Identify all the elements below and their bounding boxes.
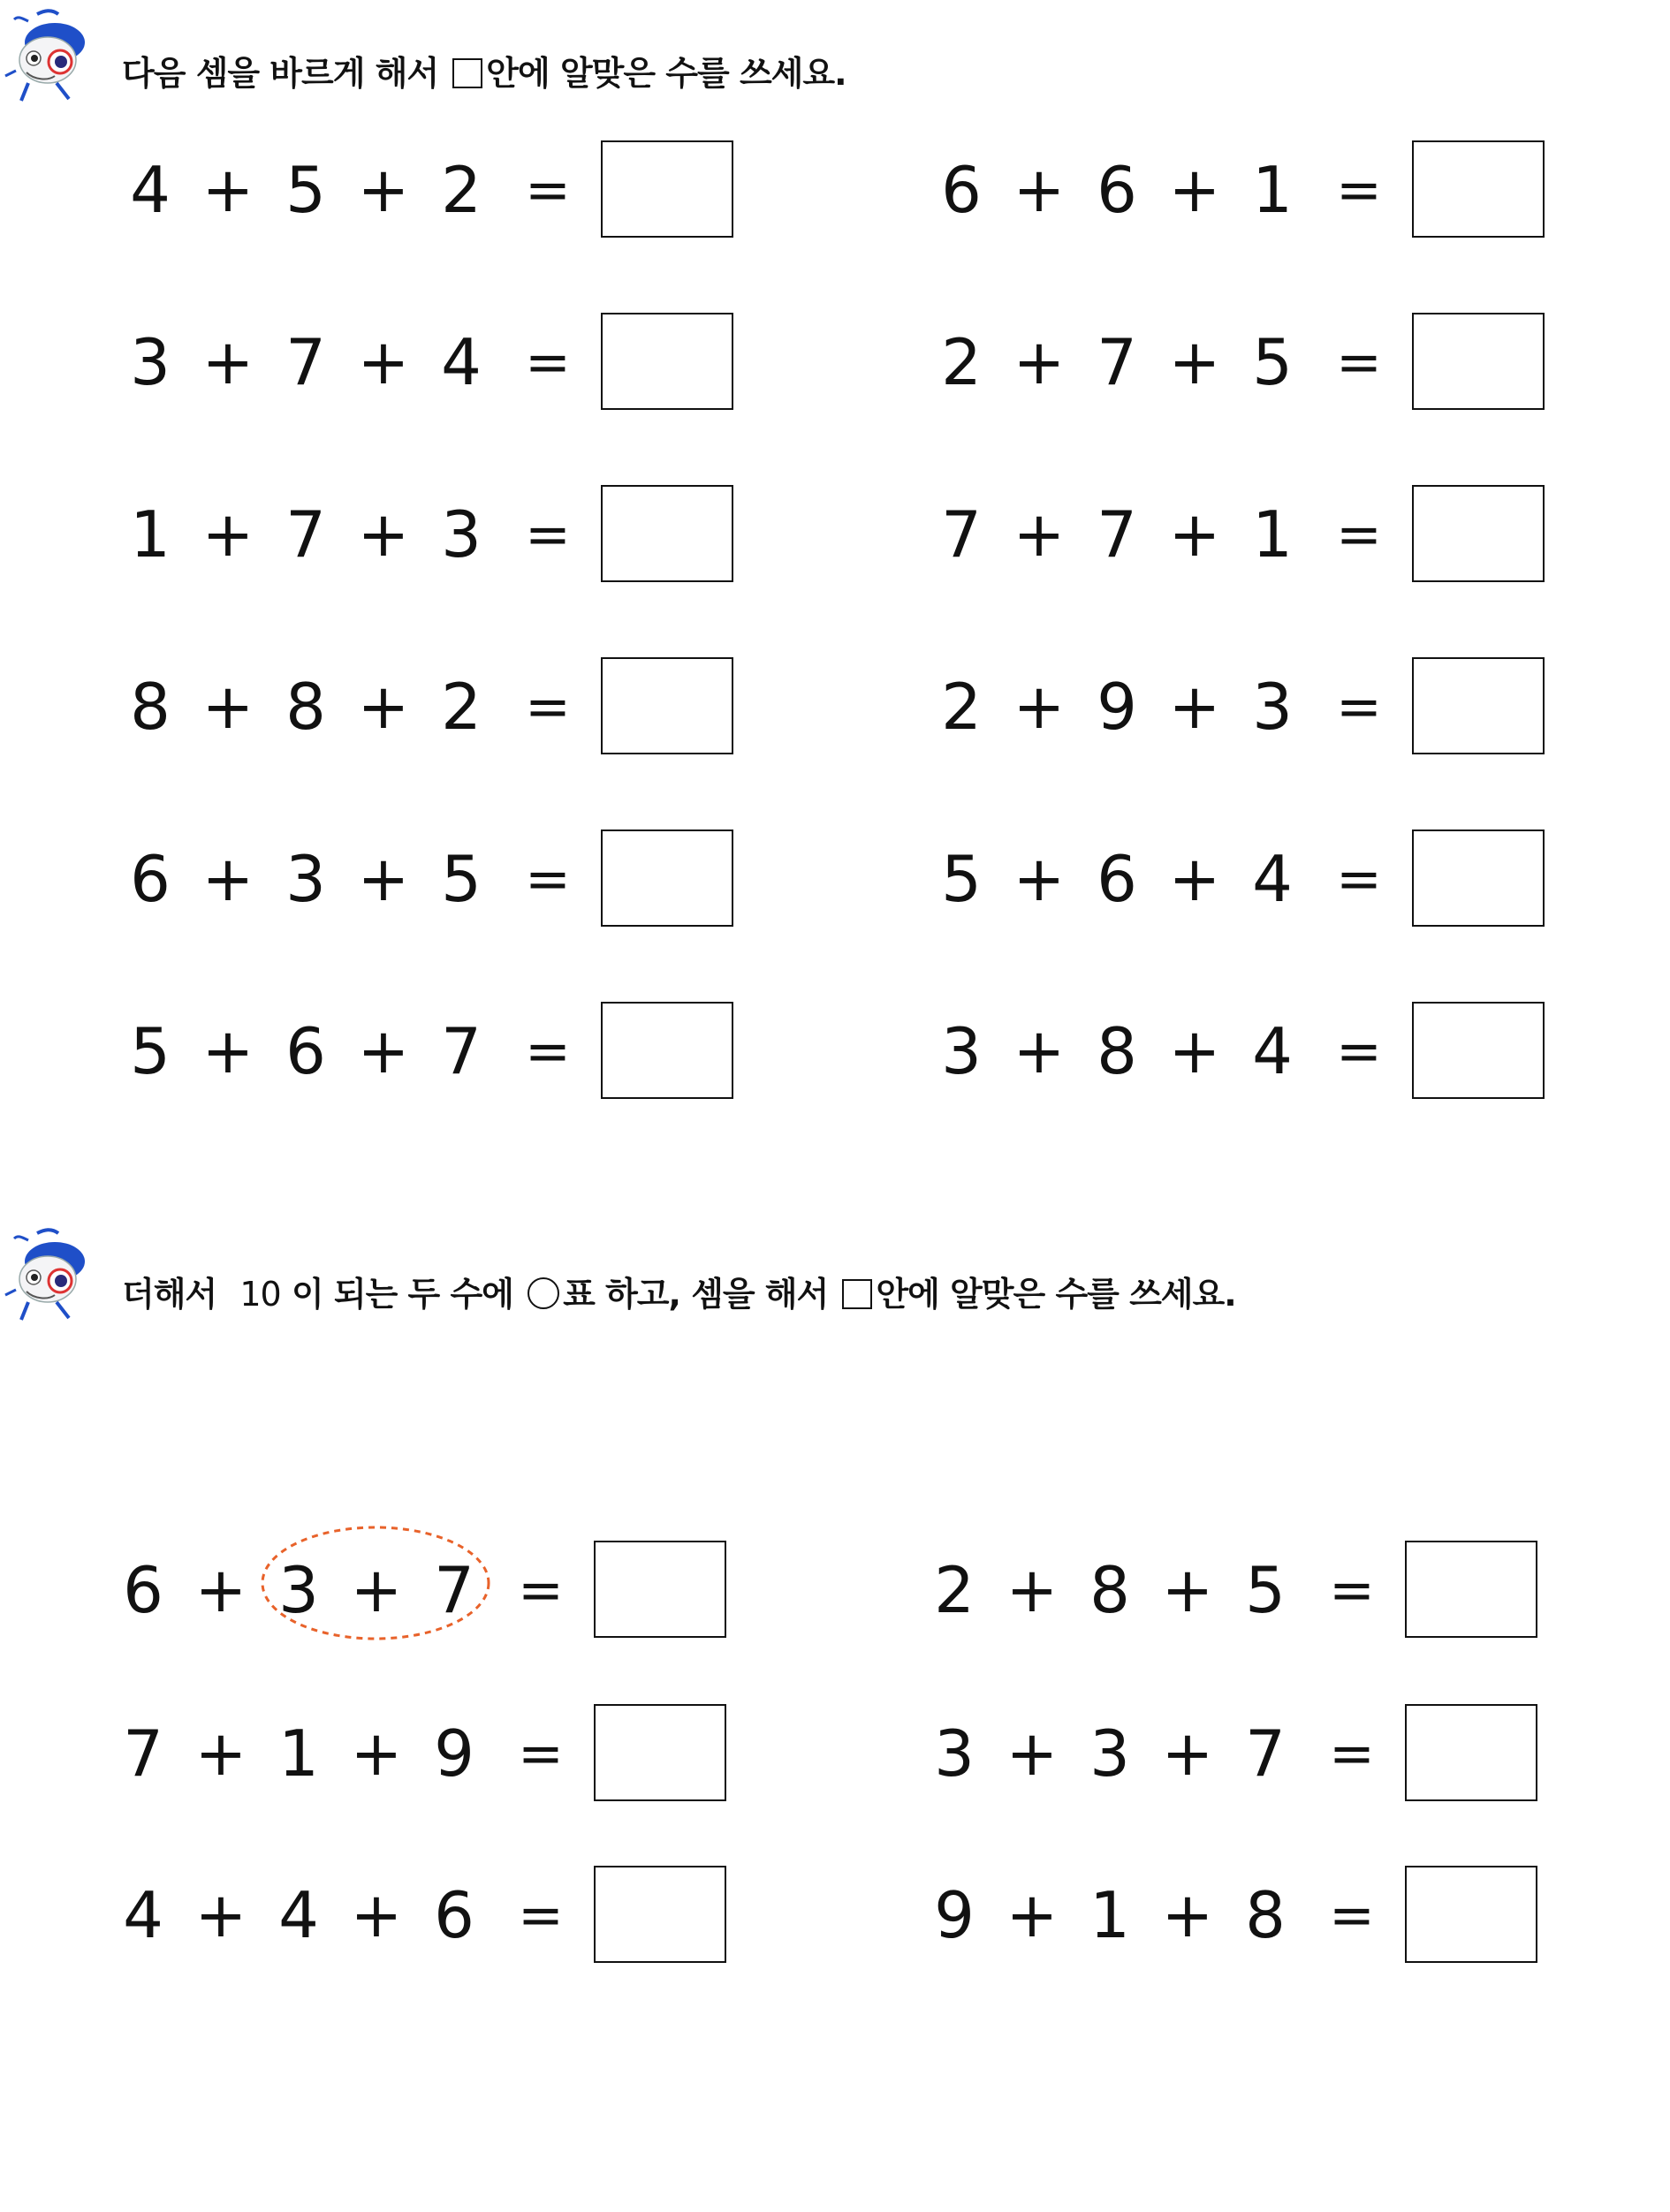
equals-sign: = bbox=[525, 674, 571, 739]
instruction-2 bbox=[0, 1228, 1590, 1325]
instruction-text-part: 안에 알맞은 수를 쓰세요. bbox=[486, 54, 846, 93]
answer-box[interactable] bbox=[1405, 1541, 1537, 1638]
equals-sign: = bbox=[1336, 157, 1382, 222]
addend-1: 6 bbox=[941, 153, 982, 227]
addend-1: 7 bbox=[941, 497, 982, 572]
equals-sign: = bbox=[1329, 1721, 1375, 1785]
addend-1: 4 bbox=[130, 153, 171, 227]
problem bbox=[935, 654, 1553, 760]
equals-sign: = bbox=[525, 157, 571, 222]
addend-2: 7 bbox=[1097, 497, 1137, 572]
addend-3: 9 bbox=[434, 1716, 474, 1791]
plus-sign: + bbox=[357, 154, 410, 226]
plus-sign: + bbox=[201, 326, 254, 398]
equals-sign: = bbox=[1336, 1019, 1382, 1083]
addend-3: 5 bbox=[441, 842, 482, 916]
addend-2: 7 bbox=[285, 325, 326, 399]
answer-box[interactable] bbox=[1412, 485, 1545, 582]
addend-1: 8 bbox=[130, 670, 171, 744]
addend-2: 8 bbox=[285, 670, 326, 744]
plus-sign: + bbox=[1168, 670, 1221, 743]
plus-sign: + bbox=[350, 1717, 403, 1790]
plus-sign: + bbox=[1168, 326, 1221, 398]
plus-sign: + bbox=[1013, 154, 1066, 226]
addend-2: 8 bbox=[1089, 1553, 1130, 1627]
answer-box[interactable] bbox=[1405, 1866, 1537, 1963]
problem bbox=[124, 481, 742, 587]
addend-2: 6 bbox=[285, 1014, 326, 1088]
equals-sign: = bbox=[518, 1882, 564, 1947]
equals-sign: = bbox=[518, 1721, 564, 1785]
answer-box[interactable] bbox=[601, 1002, 733, 1099]
addend-1: 3 bbox=[941, 1014, 982, 1088]
addend-1: 7 bbox=[123, 1716, 163, 1791]
addend-2: 6 bbox=[1097, 153, 1137, 227]
answer-box[interactable] bbox=[1412, 313, 1545, 410]
equals-sign: = bbox=[1329, 1882, 1375, 1947]
problem bbox=[935, 998, 1553, 1104]
addend-3: 4 bbox=[1252, 842, 1293, 916]
plus-sign: + bbox=[1006, 1554, 1059, 1626]
plus-sign: + bbox=[1006, 1717, 1059, 1790]
plus-sign: + bbox=[1013, 326, 1066, 398]
plus-sign: + bbox=[1013, 843, 1066, 915]
answer-box[interactable] bbox=[601, 140, 733, 238]
answer-box[interactable] bbox=[594, 1541, 726, 1638]
addend-1: 5 bbox=[130, 1014, 171, 1088]
equals-sign: = bbox=[518, 1557, 564, 1622]
problem bbox=[935, 826, 1553, 932]
problem bbox=[117, 1701, 735, 1807]
answer-box[interactable] bbox=[1405, 1704, 1537, 1801]
plus-sign: + bbox=[201, 843, 254, 915]
addend-2: 3 bbox=[278, 1553, 319, 1627]
plus-sign: + bbox=[201, 670, 254, 743]
plus-sign: + bbox=[357, 1015, 410, 1087]
plus-sign: + bbox=[357, 843, 410, 915]
equals-sign: = bbox=[1336, 846, 1382, 911]
addend-2: 3 bbox=[285, 842, 326, 916]
problem bbox=[928, 1701, 1546, 1807]
plus-sign: + bbox=[1013, 670, 1066, 743]
equals-sign: = bbox=[525, 330, 571, 394]
instruction-text-part: 이 되는 두 수에 bbox=[291, 1275, 513, 1314]
problem bbox=[117, 1537, 735, 1643]
problem bbox=[124, 998, 742, 1104]
instruction-text-part: 표 하고, 셈을 해서 bbox=[563, 1275, 829, 1314]
addend-2: 4 bbox=[278, 1878, 319, 1952]
plus-sign: + bbox=[357, 670, 410, 743]
addend-3: 5 bbox=[1245, 1553, 1286, 1627]
equals-sign: = bbox=[525, 846, 571, 911]
ant-mascot-icon bbox=[2, 9, 90, 106]
answer-box[interactable] bbox=[601, 830, 733, 927]
answer-box[interactable] bbox=[1412, 830, 1545, 927]
plus-sign: + bbox=[350, 1554, 403, 1626]
addend-2: 9 bbox=[1097, 670, 1137, 744]
addend-3: 8 bbox=[1245, 1878, 1286, 1952]
problem bbox=[935, 309, 1553, 415]
plus-sign: + bbox=[350, 1879, 403, 1951]
plus-sign: + bbox=[1168, 1015, 1221, 1087]
addend-1: 4 bbox=[123, 1878, 163, 1952]
instruction-2-text bbox=[122, 1267, 1236, 1315]
answer-box[interactable] bbox=[1412, 657, 1545, 754]
instruction-text-part: 안에 알맞은 수를 쓰세요. bbox=[876, 1275, 1236, 1314]
problem bbox=[117, 1862, 735, 1968]
addend-3: 7 bbox=[1245, 1716, 1286, 1791]
addend-2: 6 bbox=[1097, 842, 1137, 916]
plus-sign: + bbox=[1013, 1015, 1066, 1087]
plus-sign: + bbox=[1168, 498, 1221, 571]
addend-3: 3 bbox=[441, 497, 482, 572]
plus-sign: + bbox=[194, 1879, 247, 1951]
plus-sign: + bbox=[1013, 498, 1066, 571]
plus-sign: + bbox=[201, 1015, 254, 1087]
addend-1: 6 bbox=[130, 842, 171, 916]
equals-sign: = bbox=[525, 502, 571, 566]
addend-3: 7 bbox=[441, 1014, 482, 1088]
instruction-text-part: 더해서 bbox=[122, 1275, 217, 1314]
addend-1: 5 bbox=[941, 842, 982, 916]
plus-sign: + bbox=[201, 498, 254, 571]
addend-2: 7 bbox=[285, 497, 326, 572]
addend-3: 3 bbox=[1252, 670, 1293, 744]
addend-2: 8 bbox=[1097, 1014, 1137, 1088]
plus-sign: + bbox=[201, 154, 254, 226]
answer-box[interactable] bbox=[1412, 140, 1545, 238]
problem bbox=[124, 826, 742, 932]
problem bbox=[935, 481, 1553, 587]
addend-3: 2 bbox=[441, 670, 482, 744]
answer-box[interactable] bbox=[601, 313, 733, 410]
square-symbol-icon bbox=[842, 1279, 872, 1309]
addend-3: 4 bbox=[441, 325, 482, 399]
answer-box[interactable] bbox=[601, 657, 733, 754]
addend-3: 4 bbox=[1252, 1014, 1293, 1088]
problem bbox=[124, 137, 742, 243]
addend-1: 2 bbox=[941, 670, 982, 744]
plus-sign: + bbox=[1161, 1879, 1214, 1951]
addend-3: 6 bbox=[434, 1878, 474, 1952]
plus-sign: + bbox=[1006, 1879, 1059, 1951]
addend-3: 7 bbox=[434, 1553, 474, 1627]
plus-sign: + bbox=[194, 1554, 247, 1626]
addend-1: 1 bbox=[130, 497, 171, 572]
problem bbox=[935, 137, 1553, 243]
problem bbox=[124, 654, 742, 760]
equals-sign: = bbox=[525, 1019, 571, 1083]
answer-box[interactable] bbox=[601, 485, 733, 582]
plus-sign: + bbox=[194, 1717, 247, 1790]
answer-box[interactable] bbox=[1412, 1002, 1545, 1099]
problem bbox=[124, 309, 742, 415]
instruction-1-text bbox=[122, 46, 846, 95]
plus-sign: + bbox=[1168, 154, 1221, 226]
problem bbox=[928, 1537, 1546, 1643]
plus-sign: + bbox=[357, 498, 410, 571]
addend-1: 9 bbox=[934, 1878, 975, 1952]
ant-mascot-icon bbox=[2, 1228, 90, 1325]
equals-sign: = bbox=[1336, 330, 1382, 394]
problem bbox=[928, 1862, 1546, 1968]
addend-1: 3 bbox=[934, 1716, 975, 1791]
addend-3: 1 bbox=[1252, 153, 1293, 227]
addend-1: 6 bbox=[123, 1553, 163, 1627]
answer-box[interactable] bbox=[594, 1704, 726, 1801]
instruction-text-part: 다음 셈을 바르게 해서 bbox=[122, 54, 439, 93]
instruction-number: 10 bbox=[239, 1275, 281, 1314]
equals-sign: = bbox=[1336, 502, 1382, 566]
plus-sign: + bbox=[357, 326, 410, 398]
equals-sign: = bbox=[1336, 674, 1382, 739]
circle-symbol-icon bbox=[528, 1277, 559, 1309]
addend-2: 5 bbox=[285, 153, 326, 227]
square-symbol-icon bbox=[452, 58, 482, 88]
addend-3: 5 bbox=[1252, 325, 1293, 399]
addend-2: 1 bbox=[1089, 1878, 1130, 1952]
answer-box[interactable] bbox=[594, 1866, 726, 1963]
plus-sign: + bbox=[1161, 1717, 1214, 1790]
addend-1: 2 bbox=[934, 1553, 975, 1627]
plus-sign: + bbox=[1168, 843, 1221, 915]
instruction-1 bbox=[0, 9, 1590, 106]
addend-2: 7 bbox=[1097, 325, 1137, 399]
equals-sign: = bbox=[1329, 1557, 1375, 1622]
addend-2: 1 bbox=[278, 1716, 319, 1791]
addend-3: 1 bbox=[1252, 497, 1293, 572]
plus-sign: + bbox=[1161, 1554, 1214, 1626]
addend-3: 2 bbox=[441, 153, 482, 227]
addend-1: 2 bbox=[941, 325, 982, 399]
addend-2: 3 bbox=[1089, 1716, 1130, 1791]
addend-1: 3 bbox=[130, 325, 171, 399]
